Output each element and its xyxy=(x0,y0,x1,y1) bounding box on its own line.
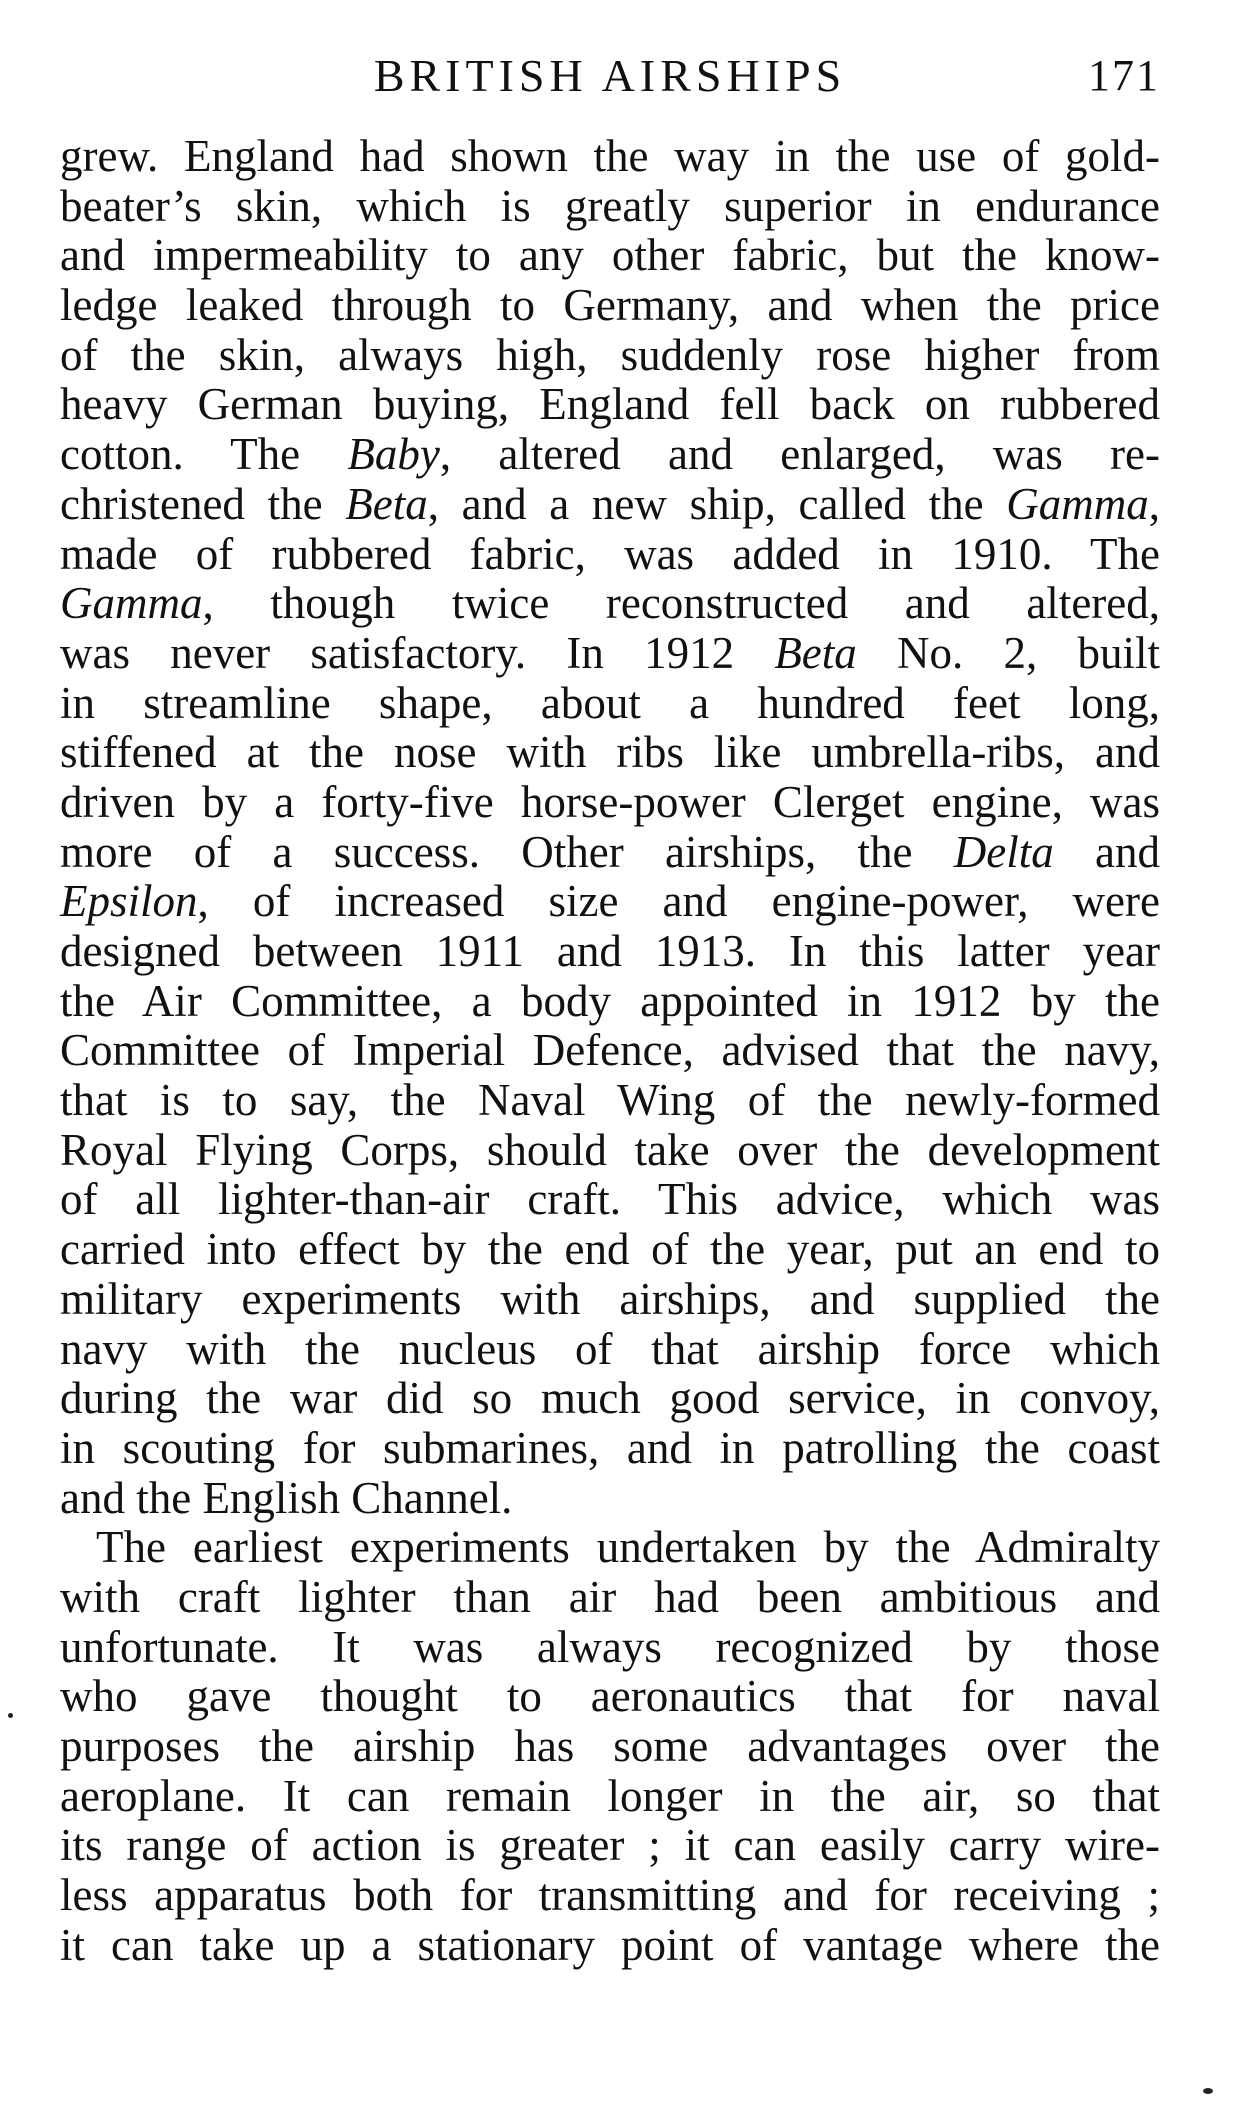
ship-name-beta: Beta xyxy=(345,478,428,529)
text-line: navy with the nucleus of that airship force which xyxy=(60,1323,1160,1374)
text-line: and impermeability to any other fabric, but the know- xyxy=(60,230,1160,281)
text-line: driven by a forty-five horse-power Clerget engine, was xyxy=(60,776,1160,827)
text-line: during the war did so much good service, in convoy, xyxy=(60,1373,1160,1424)
text-line: it can take up a stationary point of vantage where the xyxy=(60,1919,1160,1970)
text-line: who gave thought to aeronautics that for naval xyxy=(60,1671,1160,1722)
text-run: , though twice reconstructed and altered, xyxy=(202,578,1160,629)
text-line: and the English Channel. xyxy=(60,1472,513,1523)
text-line: of all lighter-than-air craft. This advice, which was xyxy=(60,1174,1160,1225)
body-text xyxy=(60,132,1160,1970)
ship-name-baby: Baby xyxy=(347,429,440,480)
text-run: No. 2, built xyxy=(856,627,1160,678)
text-line: military experiments with airships, and supplied the xyxy=(60,1273,1160,1324)
text-line: in streamline shape, about a hundred feet long, xyxy=(60,677,1160,728)
text-run: more of a success. Other airships, the xyxy=(60,826,954,877)
text-line: ledge leaked through to Germany, and when the price xyxy=(60,280,1160,331)
text-line: that is to say, the Naval Wing of the newly-formed xyxy=(60,1075,1160,1126)
text-line xyxy=(60,579,1160,629)
text-line: unfortunate. It was always recognized by those xyxy=(60,1621,1160,1672)
paragraph-2 xyxy=(60,1523,1160,1970)
text-line: purposes the airship has some advantages over the xyxy=(60,1721,1160,1771)
text-line: beater’s skin, which is greatly superior in endurance xyxy=(60,180,1160,231)
text-line: grew. England had shown the way in the use of gold- xyxy=(60,131,1160,181)
text-line: the Air Committee, a body appointed in 1912 by the xyxy=(60,975,1160,1026)
text-run: , of increased size and engine-power, were xyxy=(197,876,1160,927)
text-line xyxy=(60,877,1160,927)
ship-name-beta: Beta xyxy=(774,627,857,678)
running-title: BRITISH AIRSHIPS xyxy=(373,50,847,101)
text-line: heavy German buying, England fell back on rubbered xyxy=(60,379,1160,430)
text-line: its range of action is greater ; it can easily carry wire- xyxy=(60,1820,1160,1871)
text-line: with craft lighter than air had been ambitious and xyxy=(60,1571,1160,1622)
ship-name-gamma: Gamma xyxy=(60,578,203,629)
text-line: The earliest experiments undertaken by the Admiralty xyxy=(96,1522,1160,1573)
text-line: aeroplane. It can remain longer in the air, so that xyxy=(60,1770,1160,1821)
text-run: christened the xyxy=(60,478,346,529)
text-line: stiffened at the nose with ribs like umbrella-ribs, and xyxy=(60,727,1160,778)
page-header xyxy=(60,46,1160,106)
text-line: designed between 1911 and 1913. In this latter year xyxy=(60,926,1160,976)
ship-name-epsilon: Epsilon xyxy=(60,876,198,927)
ship-name-delta: Delta xyxy=(953,826,1054,877)
text-line: made of rubbered fabric, was added in 1910. The xyxy=(60,528,1160,579)
text-line: of the skin, always high, suddenly rose higher from xyxy=(60,329,1160,380)
text-run: was never satisfactory. In 1912 xyxy=(60,627,775,678)
text-run: and xyxy=(1053,826,1160,877)
ink-speck xyxy=(8,1713,13,1718)
text-run: , and a new ship, called the xyxy=(427,478,1007,529)
text-line: Royal Flying Corps, should take over the development xyxy=(60,1124,1160,1175)
text-run: , xyxy=(1148,478,1160,529)
text-line xyxy=(60,480,1160,530)
text-line: less apparatus both for transmitting and for receiving ; xyxy=(60,1870,1160,1921)
paragraph-1 xyxy=(60,132,1160,1523)
text-line xyxy=(60,430,1160,480)
ink-speck xyxy=(1203,2088,1213,2094)
page-number: 171 xyxy=(1088,51,1160,100)
text-run: cotton. The xyxy=(60,429,348,480)
text-line xyxy=(60,629,1160,679)
text-line: carried into effect by the end of the year, put an end to xyxy=(60,1224,1160,1275)
text-line: Committee of Imperial Defence, advised that the navy, xyxy=(60,1025,1160,1076)
text-line: in scouting for submarines, and in patrolling the coast xyxy=(60,1422,1160,1473)
text-line xyxy=(60,828,1160,878)
ship-name-gamma: Gamma xyxy=(1006,478,1149,529)
text-run: , altered and enlarged, was re- xyxy=(439,429,1160,480)
